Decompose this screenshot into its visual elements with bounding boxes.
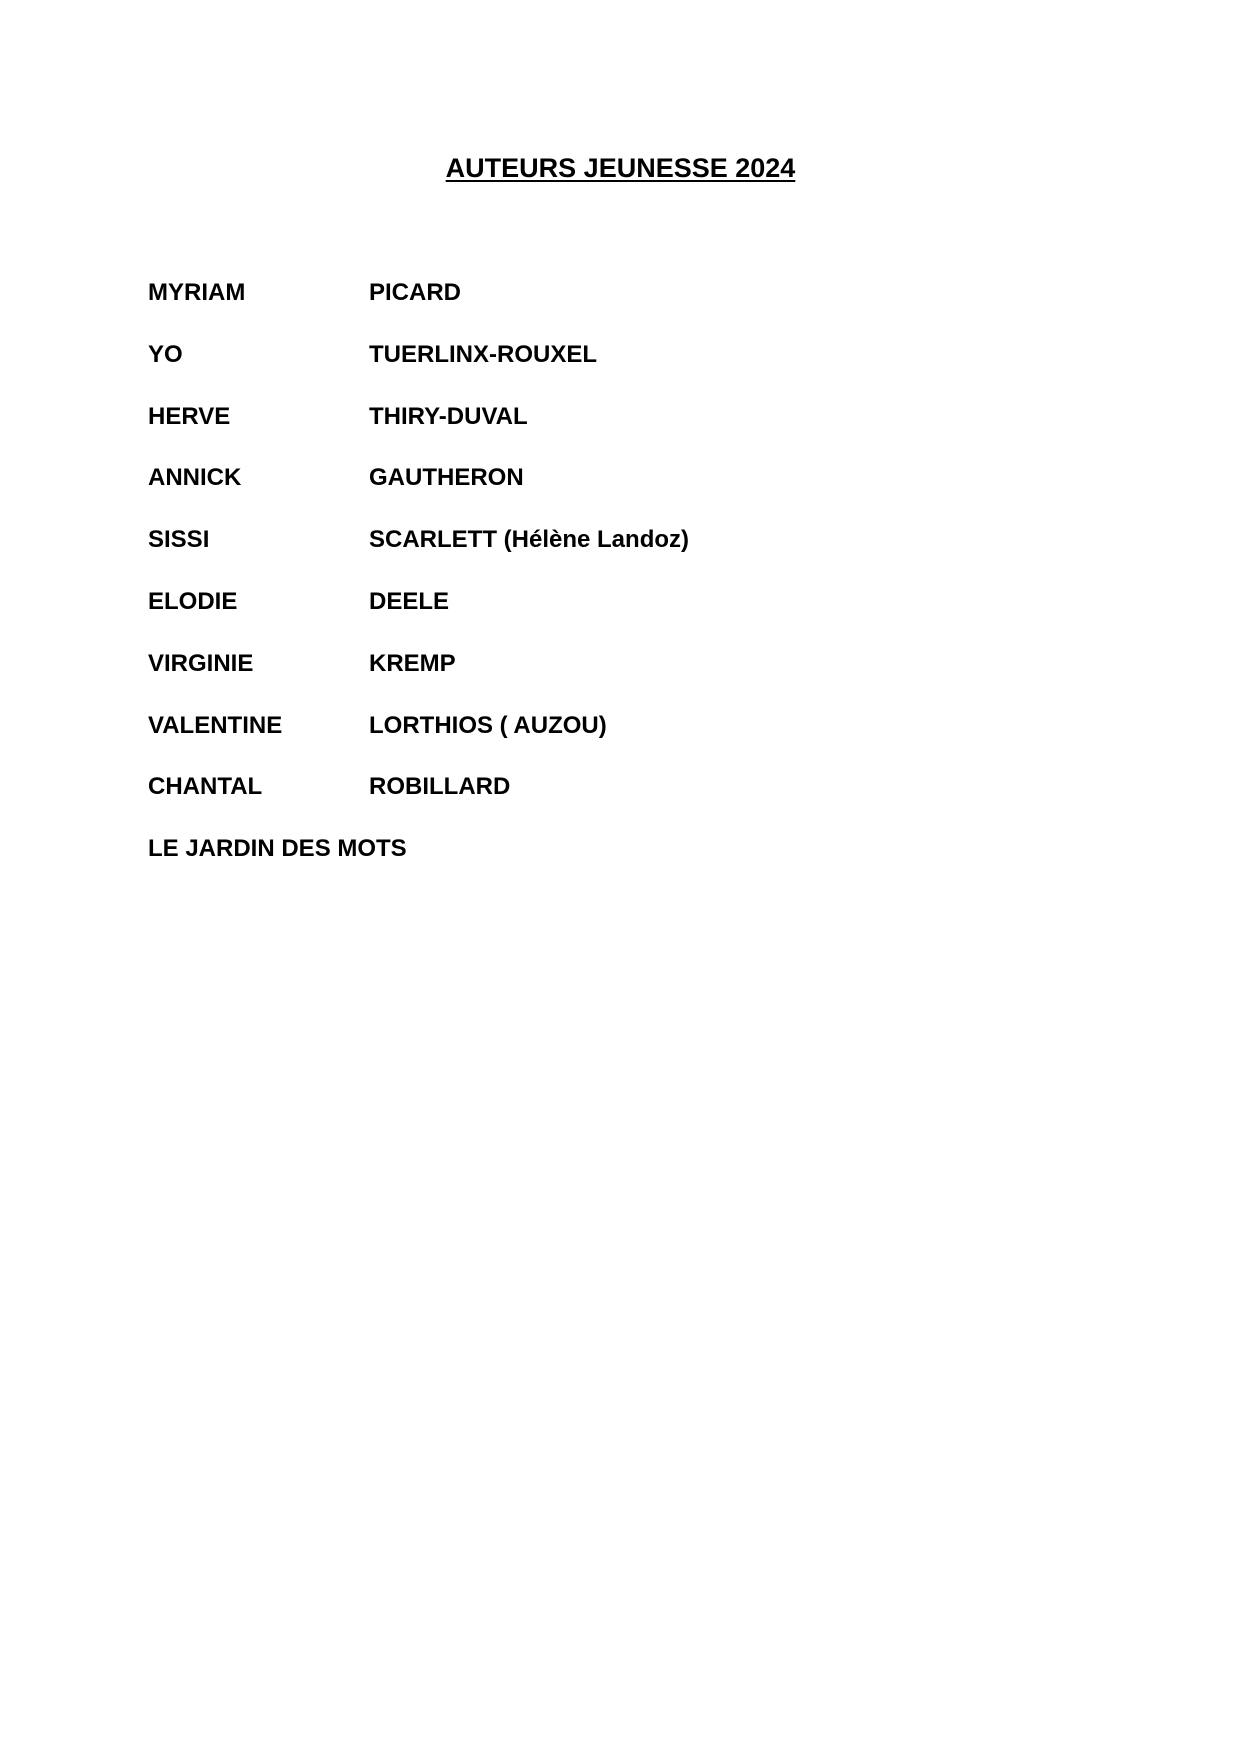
author-last-name: LORTHIOS ( AUZOU)	[369, 711, 607, 739]
author-row	[148, 834, 1048, 896]
author-last-name: GAUTHERON	[369, 464, 524, 492]
author-first-name: VIRGINIE	[148, 649, 254, 677]
author-first-name: MYRIAM	[148, 279, 246, 306]
author-row	[148, 278, 1048, 340]
author-first-name: VALENTINE	[148, 711, 283, 739]
author-row	[148, 402, 1048, 464]
author-first-name: SISSI	[148, 526, 210, 554]
author-first-name: CHANTAL	[148, 773, 263, 801]
author-list	[148, 278, 1048, 896]
author-last-name: ROBILLARD	[369, 773, 511, 801]
author-first-name: ANNICK	[148, 464, 242, 492]
author-last-name: KREMP	[369, 649, 456, 677]
author-row	[148, 463, 1048, 525]
author-first-name: ELODIE	[148, 587, 238, 615]
author-row	[148, 711, 1048, 773]
author-row	[148, 340, 1048, 402]
author-row	[148, 587, 1048, 649]
author-last-name: PICARD	[369, 279, 462, 306]
author-last-name: SCARLETT (Hélène Landoz)	[369, 526, 690, 554]
author-row	[148, 525, 1048, 587]
author-row	[148, 772, 1048, 834]
author-last-name: THIRY-DUVAL	[369, 402, 528, 430]
author-first-name: HERVE	[148, 402, 231, 430]
author-first-name: YO	[148, 340, 183, 368]
author-last-name: DEELE	[369, 587, 450, 615]
author-first-name: LE JARDIN DES MOTS	[148, 835, 407, 863]
author-last-name: TUERLINX-ROUXEL	[369, 340, 597, 368]
author-row	[148, 649, 1048, 711]
page-title: AUTEURS JEUNESSE 2024	[445, 153, 796, 183]
